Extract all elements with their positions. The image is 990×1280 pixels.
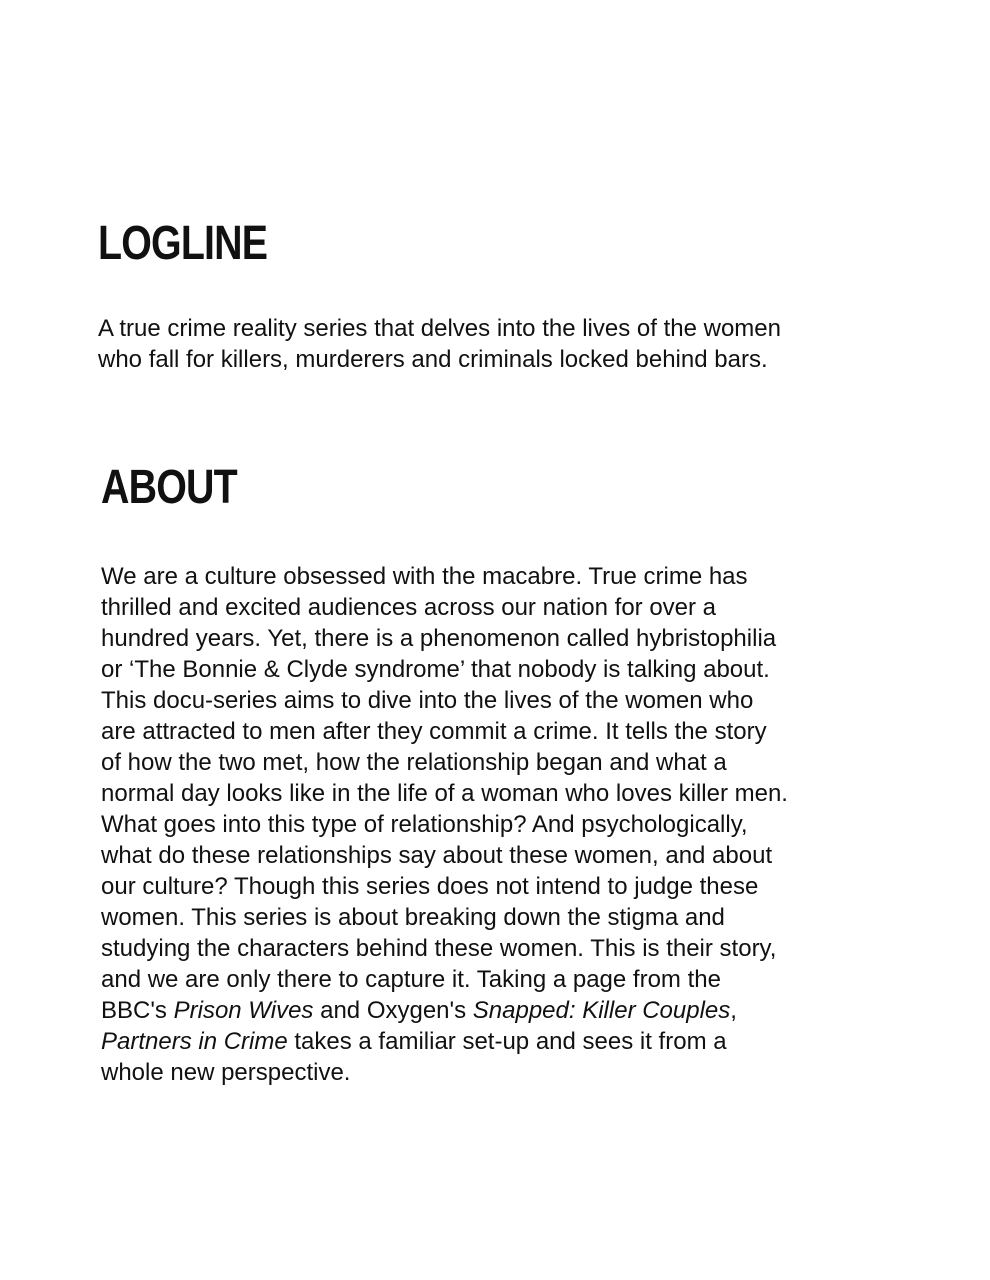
about-line: We are a culture obsessed with the macabre. True crime has: [101, 563, 748, 590]
about-line: or ‘The Bonnie & Clyde syndrome’ that nobody is talking about.: [101, 656, 770, 683]
about-text-run: ,: [730, 997, 737, 1024]
about-heading: ABOUT: [101, 461, 237, 514]
title-partners-in-crime: Partners in Crime: [101, 1028, 288, 1055]
about-line: What goes into this type of relationship? And psychologically,: [101, 811, 748, 838]
about-line: what do these relationships say about these women, and about: [101, 842, 773, 869]
about-line: of how the two met, how the relationship began and what a: [101, 749, 727, 776]
logline-line: A true crime reality series that delves into the lives of the women: [98, 315, 781, 342]
about-line: and we are only there to capture it. Taking a page from the: [101, 966, 721, 993]
logline-heading: LOGLINE: [98, 217, 268, 270]
about-line: studying the characters behind these women. This is their story,: [101, 935, 777, 962]
logline-line: who fall for killers, murderers and criminals locked behind bars.: [98, 346, 768, 373]
about-line: thrilled and excited audiences across our nation for over a: [101, 594, 717, 621]
about-line: women. This series is about breaking down the stigma and: [101, 904, 725, 931]
about-text-run: takes a familiar set-up and sees it from a: [287, 1028, 727, 1055]
about-line: [101, 1026, 788, 1057]
about-text: [101, 561, 788, 1088]
about-text-run: and Oxygen's: [313, 997, 473, 1024]
title-snapped-killer-couples: Snapped: Killer Couples: [472, 997, 731, 1024]
about-line: This docu-series aims to dive into the lives of the women who: [101, 687, 754, 714]
about-line: [101, 995, 788, 1026]
about-line: our culture? Though this series does not intend to judge these: [101, 873, 759, 900]
logline-text: [98, 313, 781, 375]
title-prison-wives: Prison Wives: [173, 997, 314, 1024]
about-line: whole new perspective.: [101, 1059, 351, 1086]
about-line: normal day looks like in the life of a woman who loves killer men.: [101, 780, 788, 807]
about-text-run: BBC's: [101, 997, 174, 1024]
about-line: are attracted to men after they commit a crime. It tells the story: [101, 718, 767, 745]
about-line: hundred years. Yet, there is a phenomenon called hybristophilia: [101, 625, 777, 652]
